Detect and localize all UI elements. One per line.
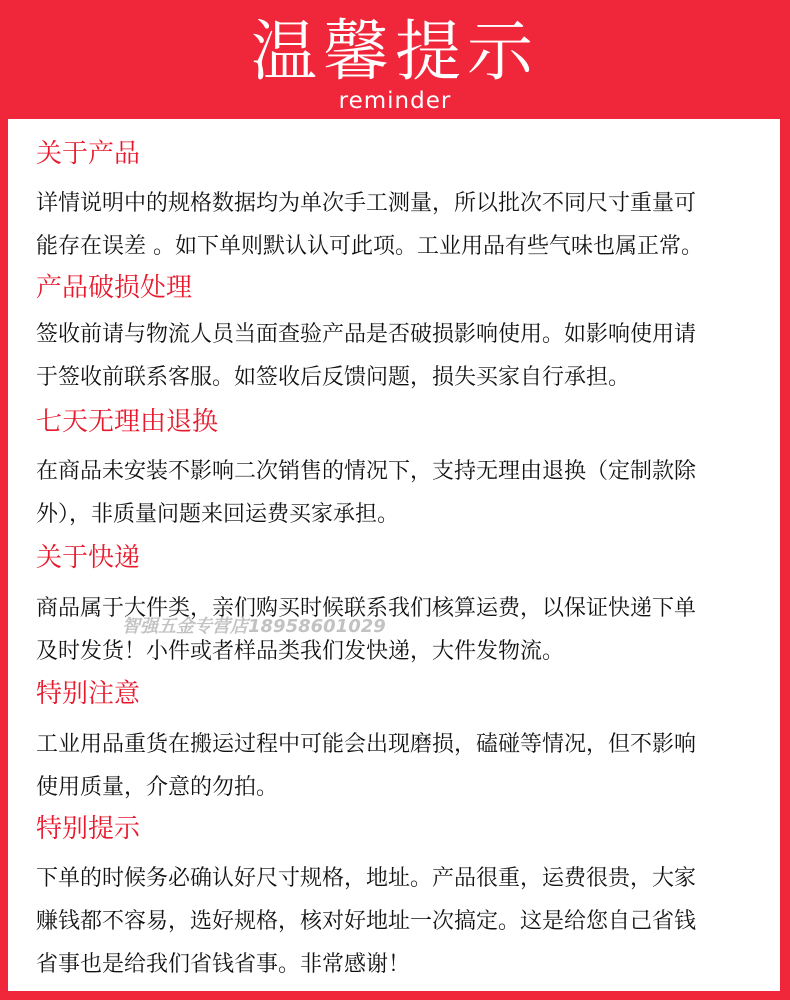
section-heading-seven-day-return: 七天无理由退换: [36, 407, 219, 437]
section-heading-special-attention: 特别注意: [36, 679, 141, 709]
section-heading-delivery: 关于快递: [36, 543, 141, 573]
body-line: 使用质量，介意的勿拍。: [36, 775, 279, 800]
section-heading-damage: 产品破损处理: [36, 273, 193, 303]
body-line: 签收前请与物流人员当面查验产品是否破损影响使用。如影响使用请: [36, 322, 697, 347]
body-line: 详情说明中的规格数据均为单次手工测量，所以批次不同尺寸重量可: [36, 191, 697, 216]
section-body-damage: [36, 313, 766, 399]
body-line: 在商品未安装不影响二次销售的情况下，支持无理由退换（定制款除: [36, 459, 697, 484]
body-line: 赚钱都不容易，选好规格，核对好地址一次搞定。这是给您自己省钱: [36, 909, 697, 934]
section-body-seven-day-return: [36, 450, 766, 536]
body-line: 商品属于大件类，亲们购买时候联系我们核算运费，以保证快递下单: [36, 596, 697, 621]
body-line: 外），非质量问题来回运费买家承担。: [36, 502, 400, 527]
body-line: 工业用品重货在搬运过程中可能会出现磨损，磕碰等情况，但不影响: [36, 732, 697, 757]
section-heading-special-notice: 特别提示: [36, 814, 141, 844]
body-line: 能存在误差 。如下单则默认认可此项。工业用品有些气味也属正常。: [36, 234, 703, 259]
body-line: 省事也是给我们省钱省事。非常感谢！: [36, 952, 411, 977]
body-line: 于签收前联系客服。如签收后反馈问题，损失买家自行承担。: [36, 365, 631, 390]
body-line: 下单的时候务必确认好尺寸规格，地址。产品很重，运费很贵，大家: [36, 866, 697, 891]
page-subtitle: reminder: [338, 88, 452, 114]
section-body-about-product: [36, 182, 766, 268]
body-line: 及时发货！小件或者样品类我们发快递，大件发物流。: [36, 639, 565, 664]
page-title: 温馨提示: [251, 13, 539, 90]
store-watermark: 智强五金专营店18958601029: [122, 616, 386, 637]
content-panel: [8, 119, 780, 991]
section-heading-about-product: 关于产品: [36, 139, 141, 169]
header-banner: [0, 0, 790, 118]
section-body-special-attention: [36, 723, 766, 809]
section-body-special-notice: [36, 857, 766, 986]
